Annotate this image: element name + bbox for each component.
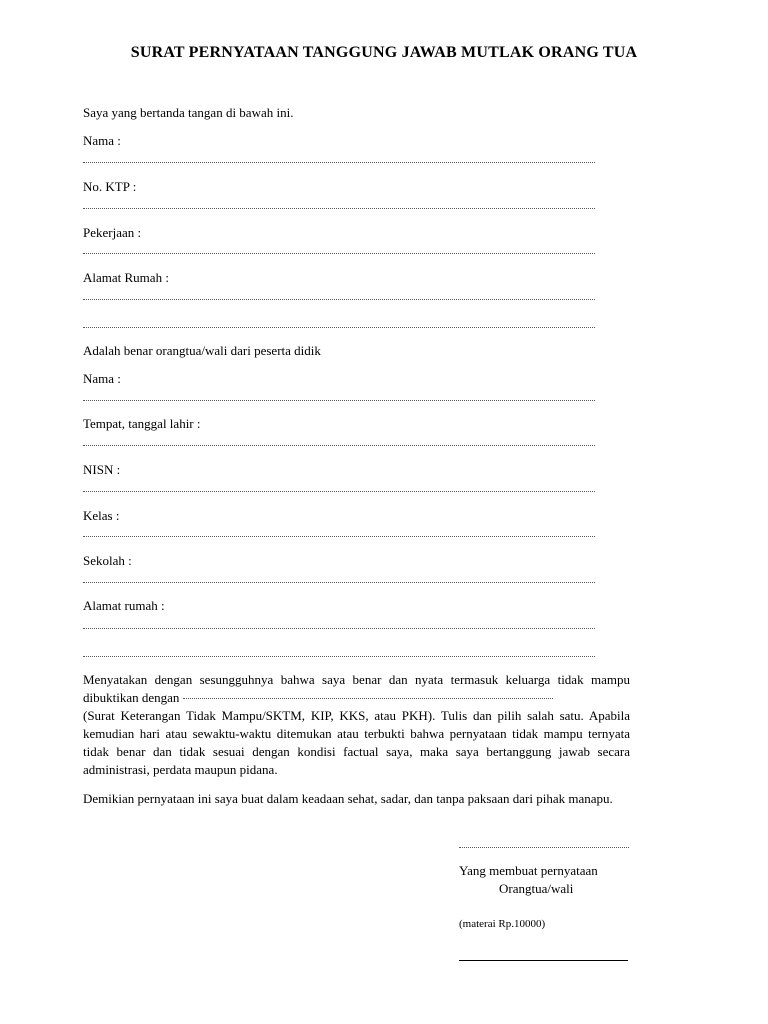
intro-text: Saya yang bertanda tangan di bawah ini. xyxy=(83,105,294,120)
parent-address-label: Alamat Rumah : xyxy=(83,270,169,285)
student-name-dotted-line xyxy=(83,400,595,401)
signature-line xyxy=(459,960,628,961)
student-address-label: Alamat rumah : xyxy=(83,598,165,613)
student-nisn-dotted-line xyxy=(83,491,595,492)
parent-address-dotted-line-1 xyxy=(83,299,595,300)
statement-text-part2: (Surat Keterangan Tidak Mampu/SKTM, KIP, KKS, atau PKH). Tulis dan pilih salah satu. Apabila kemudian hari atau sewaktu-waktu ditemukan atau terbukti bahwa pernyataan tidak mampu ternyata tidak benar dan tidak sesuai dengan kondisi factual saya, maka saya bertanggung jawab secara administrasi, perdata maupun pidana. xyxy=(83,708,630,777)
student-birth-dotted-line xyxy=(83,445,595,446)
stamp-duty-note: (materai Rp.10000) xyxy=(459,918,546,930)
signature-date-dotted-line xyxy=(459,847,629,848)
signature-maker-label: Yang membuat pernyataan xyxy=(459,863,598,878)
student-name-label: Nama : xyxy=(83,371,121,386)
student-class-dotted-line xyxy=(83,536,595,537)
parent-name-dotted-line xyxy=(83,162,595,163)
student-address-dotted-line-1 xyxy=(83,628,595,629)
parent-name-label: Nama : xyxy=(83,133,121,148)
document-title: SURAT PERNYATAAN TANGGUNG JAWAB MUTLAK ORANG TUA xyxy=(130,44,638,61)
parent-address-dotted-line-2 xyxy=(83,327,595,328)
parent-job-dotted-line xyxy=(83,253,595,254)
signature-role-label: Orangtua/wali xyxy=(499,881,574,896)
proof-dotted-line xyxy=(183,698,553,699)
parent-ktp-label: No. KTP : xyxy=(83,179,137,194)
student-nisn-label: NISN : xyxy=(83,462,121,477)
student-school-label: Sekolah : xyxy=(83,553,132,568)
student-school-dotted-line xyxy=(83,582,595,583)
student-birth-label: Tempat, tanggal lahir : xyxy=(83,416,201,431)
closing-paragraph: Demikian pernyataan ini saya buat dalam keadaan sehat, sadar, dan tanpa paksaan dari pihak manapu. xyxy=(83,791,613,806)
student-intro-text: Adalah benar orangtua/wali dari peserta didik xyxy=(83,343,321,358)
statement-text-part1: Menyatakan dengan sesungguhnya bahwa saya benar dan nyata termasuk keluarga tidak mampu dibuktikan dengan xyxy=(83,672,630,705)
statement-paragraph xyxy=(83,671,630,779)
parent-job-label: Pekerjaan : xyxy=(83,225,142,240)
student-address-dotted-line-2 xyxy=(83,656,595,657)
student-class-label: Kelas : xyxy=(83,508,120,523)
parent-ktp-dotted-line xyxy=(83,208,595,209)
